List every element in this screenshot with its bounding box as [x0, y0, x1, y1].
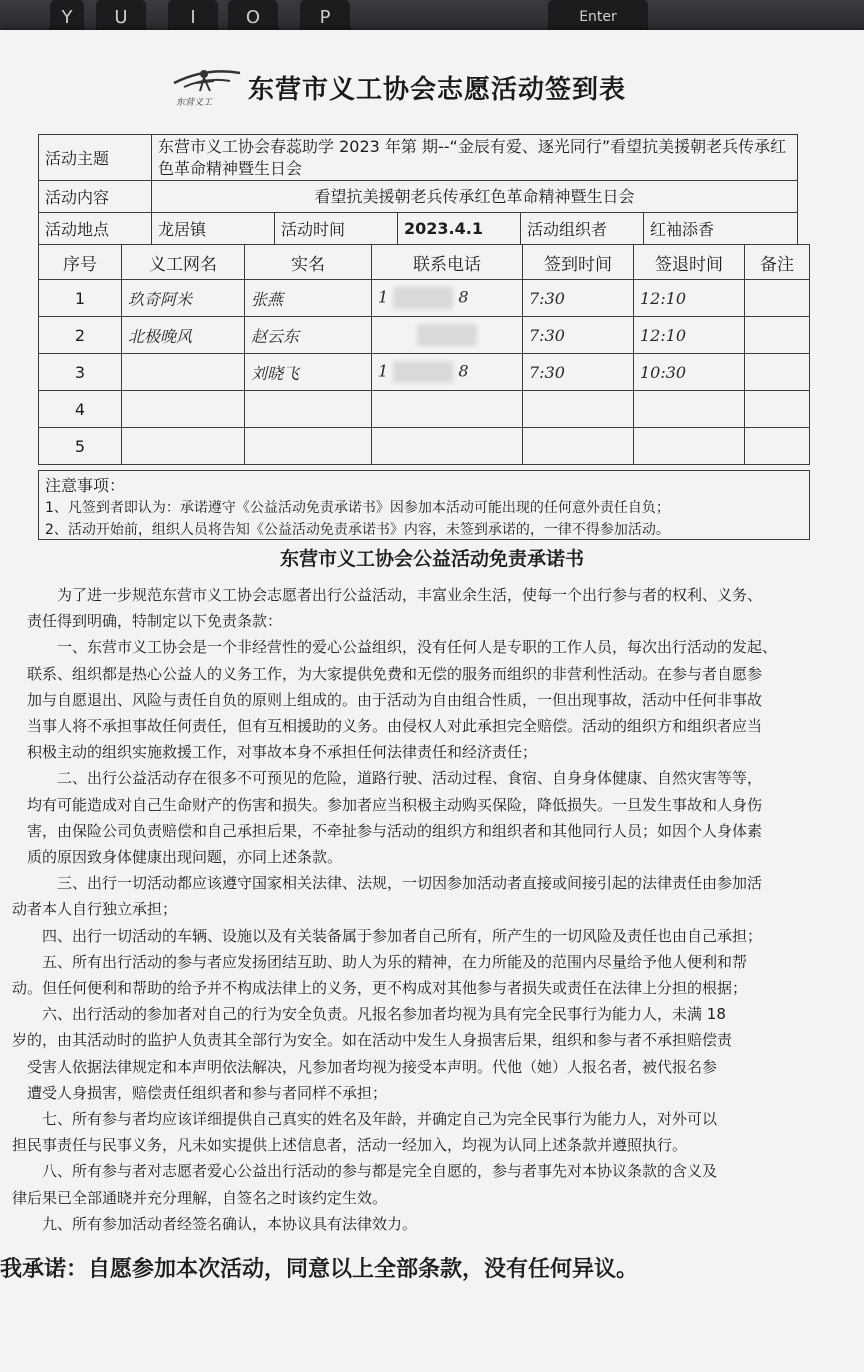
phone-suffix: 8 [458, 361, 469, 381]
table-row [39, 280, 810, 317]
logo-text: 东营义工 [176, 98, 213, 108]
signout-time: 12:10 [634, 280, 745, 317]
realname-signature: 张燕 [245, 280, 372, 317]
col-header-no: 序号 [39, 245, 122, 280]
location-value: 龙居镇 [152, 213, 275, 245]
table-row [39, 428, 810, 465]
waiver-line: 八、所有参与者对志愿者爱心公益出行活动的参与都是完全自愿的，参与者事先对本协议条款的含义及 [12, 1162, 718, 1181]
table-row [39, 317, 810, 354]
signout-time: 12:10 [634, 317, 745, 354]
waiver-line: 六、出行活动的参加者对自己的行为安全负责。凡报名参加者均视为具有完全民事行为能力人，未满 18 [12, 1005, 726, 1024]
time-value: 2023.4.1 [398, 213, 521, 245]
row-number: 2 [39, 317, 122, 354]
remarks-cell [745, 428, 810, 465]
col-header-signout-time: 签退时间 [634, 245, 745, 280]
location-label: 活动地点 [39, 213, 152, 245]
key-enter: Enter [548, 0, 648, 34]
key-y: Y [50, 0, 84, 34]
key-u: U [96, 0, 146, 34]
nickname-signature: 玖奇阿米 [122, 280, 245, 317]
signin-time: 7:30 [523, 354, 634, 391]
col-header-realname: 实名 [245, 245, 372, 280]
signin-time: 7:30 [523, 280, 634, 317]
phone-cell [372, 317, 523, 354]
content-label: 活动内容 [39, 181, 152, 213]
notes-item: 2、活动开始前，组织人员将告知《公益活动免责承诺书》内容，未签到承诺的，一律不得参加活动。 [45, 522, 670, 538]
signin-time [523, 391, 634, 428]
association-logo-icon [170, 65, 242, 109]
waiver-title: 东营市义工协会公益活动免责承诺书 [279, 548, 584, 570]
waiver-line: 害，由保险公司负责赔偿和自己承担后果，不牵扯参与活动的组织方和组织者和其他同行人员；如因个人身体素 [12, 821, 763, 840]
organizer-label: 活动组织者 [521, 213, 644, 245]
signout-time [634, 428, 745, 465]
waiver-line: 积极主动的组织实施救援工作，对事故本身不承担任何法律责任和经济责任； [12, 743, 538, 762]
content-value: 看望抗美援朝老兵传承红色革命精神暨生日会 [152, 181, 798, 213]
phone-cell [372, 354, 523, 391]
key-i: I [168, 0, 218, 34]
col-header-signin-time: 签到时间 [523, 245, 634, 280]
row-number: 3 [39, 354, 122, 391]
notes-item: 1、凡签到者即认为：承诺遵守《公益活动免责承诺书》因参加本活动可能出现的任何意外责任自负； [45, 500, 670, 516]
realname-signature: 刘晓飞 [245, 354, 372, 391]
waiver-line: 岁的，由其活动时的监护人负责其全部行为安全。如在活动中发生人身损害后果，组织和参与者不承担赔偿责 [12, 1031, 733, 1050]
waiver-line: 联系、组织都是热心公益人的义务工作，为大家提供免费和无偿的服务而组织的非营利性活动。在参与者自愿参 [12, 664, 763, 683]
waiver-line: 四、出行一切活动的车辆、设施以及有关装备属于参加者自己所有，所产生的一切风险及责任也由自己承担； [12, 926, 763, 945]
waiver-line: 为了进一步规范东营市义工协会志愿者出行公益活动，丰富业余生活，使每一个出行参与者的权利、义务、 [12, 586, 763, 604]
phone-cell [372, 391, 523, 428]
col-header-nickname: 义工网名 [122, 245, 245, 280]
phone-suffix: 8 [458, 287, 469, 307]
waiver-line: 动。但任何便利和帮助的给予并不构成法律上的义务，更不构成对其他参与者损失或责任在法律上分担的根据； [12, 979, 748, 998]
remarks-cell [745, 317, 810, 354]
roster-header-row [39, 245, 810, 280]
phone-prefix: 1 [378, 287, 389, 307]
waiver-line: 五、所有出行活动的参与者应发扬团结互助、助人为乐的精神，在力所能及的范围内尽量给予他人便利和帮 [12, 952, 748, 971]
notes-box [38, 470, 810, 540]
organizer-value: 红袖添香 [644, 213, 798, 245]
phone-prefix: 1 [378, 361, 389, 381]
key-o: O [228, 0, 278, 34]
redaction-blur [393, 287, 453, 309]
notes-title: 注意事项： [45, 476, 126, 495]
waiver-line: 二、出行公益活动存在很多不可预见的危险，道路行驶、活动过程、食宿、自身身体健康、自然灾害等等， [12, 769, 763, 788]
waiver-line: 当事人将不承担事故任何责任，但有互相援助的义务。由侵权人对此承担完全赔偿。活动的组织方和组织者应当 [12, 717, 763, 736]
realname-signature: 赵云东 [245, 317, 372, 354]
theme-label: 活动主题 [39, 135, 152, 181]
row-number: 1 [39, 280, 122, 317]
signin-time: 7:30 [523, 317, 634, 354]
nickname-signature [122, 428, 245, 465]
activity-info-table [38, 134, 798, 245]
redaction-blur [417, 324, 477, 346]
waiver-line: 受害人依据法律规定和本声明依法解决，凡参加者均视为接受本声明。代他（她）人报名者，被代报名参 [12, 1057, 718, 1076]
waiver-line: 质的原因致身体健康出现问题，亦同上述条款。 [12, 848, 343, 867]
waiver-line: 三、出行一切活动都应该遵守国家相关法律、法规，一切因参加活动者直接或间接引起的法律责任由参加活 [12, 874, 763, 893]
waiver-line: 担民事责任与民事义务，凡未如实提供上述信息者，活动一经加入，均视为认同上述条款并遵照执行。 [12, 1136, 688, 1155]
table-row [39, 354, 810, 391]
nickname-signature [122, 391, 245, 428]
waiver-line: 遭受人身损害，赔偿责任组织者和参与者同样不承担； [12, 1083, 388, 1102]
table-row [39, 391, 810, 428]
waiver-body [12, 582, 864, 1237]
waiver-line: 律后果已全部通晓并充分理解，自签名之时该约定生效。 [12, 1188, 388, 1207]
signout-time [634, 391, 745, 428]
signin-time [523, 428, 634, 465]
time-label: 活动时间 [275, 213, 398, 245]
col-header-phone: 联系电话 [372, 245, 523, 280]
waiver-line: 七、所有参与者均应该详细提供自己真实的姓名及年龄，并确定自己为完全民事行为能力人，对外可以 [12, 1110, 718, 1129]
header [170, 62, 626, 112]
page-title: 东营市义工协会志愿活动签到表 [248, 74, 627, 105]
row-number: 5 [39, 428, 122, 465]
signout-time: 10:30 [634, 354, 745, 391]
col-header-remarks: 备注 [745, 245, 810, 280]
remarks-cell [745, 280, 810, 317]
row-number: 4 [39, 391, 122, 428]
waiver-line: 均有可能造成对自己生命财产的伤害和损失。参加者应当积极主动购买保险，降低损失。一旦发生事故和人身伤 [12, 795, 763, 814]
key-p: P [300, 0, 350, 34]
waiver-line: 责任得到明确，特制定以下免责条款： [12, 612, 283, 631]
waiver-line: 一、东营市义工协会是一个非经营性的爱心公益组织，没有任何人是专职的工作人员，每次出行活动的发起、 [12, 638, 778, 657]
nickname-signature [122, 354, 245, 391]
realname-signature [245, 428, 372, 465]
phone-cell [372, 280, 523, 317]
remarks-cell [745, 391, 810, 428]
redaction-blur [393, 361, 453, 383]
realname-signature [245, 391, 372, 428]
volunteer-roster-table [38, 244, 810, 465]
nickname-signature: 北极晚风 [122, 317, 245, 354]
phone-cell [372, 428, 523, 465]
waiver-line: 九、所有参加活动者经签名确认，本协议具有法律效力。 [12, 1214, 418, 1233]
theme-value: 东营市义工协会春蕊助学 2023 年第 期--“金辰有爱、逐光同行”看望抗美援朝老兵传承红色革命精神暨生日会 [152, 135, 798, 181]
remarks-cell [745, 354, 810, 391]
pledge-statement: 我承诺：自愿参加本次活动，同意以上全部条款，没有任何异议。 [0, 1256, 639, 1282]
waiver-line: 加与自愿退出、风险与责任自负的原则上组成的。由于活动为自由组合性质，一但出现事故，活动中任何非事故 [12, 690, 763, 709]
waiver-line: 动者本人自行独立承担； [12, 900, 178, 919]
